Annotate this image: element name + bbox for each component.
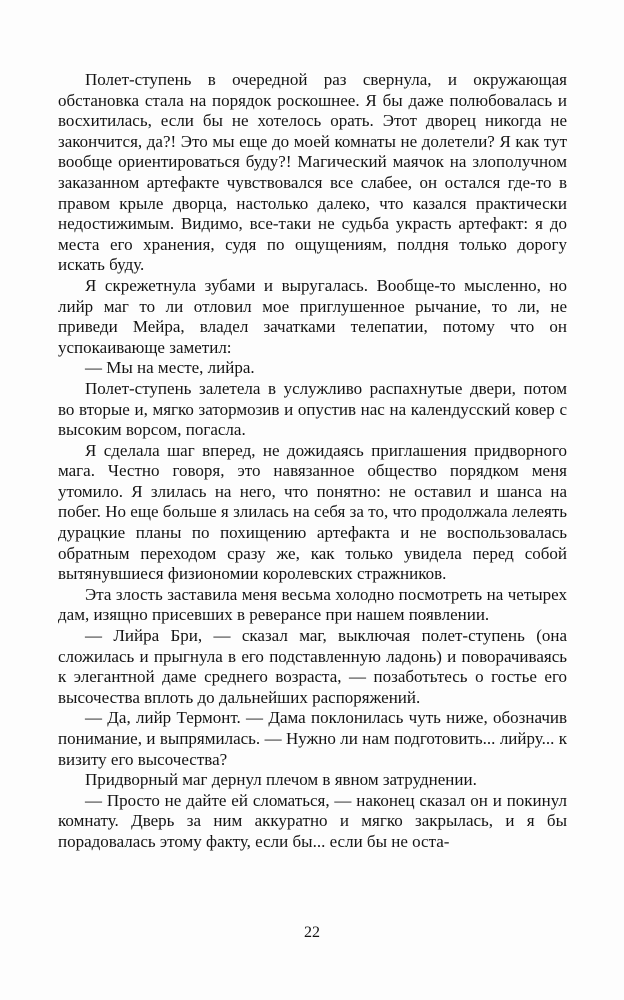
paragraph: Полет-ступень в очередной раз свернула, и окружающая обстановка стала на порядок роскошнее. Я бы даже полюбовалась и восхитилась, если бы не хотелось орать. Этот дворец никогда не закончится, да?! Это мы еще до моей комнаты не долетели? Я как тут вообще ориентироваться буду?! Магический маячок на злополучном заказанном артефакте чувствовался все слабее, он остался где-то в правом крыле дворца, настолько далеко, что казался практически недостижимым. Видимо, все-таки не судьба украсть артефакт: я до места его хранения, судя по ощущениям, полдня только дорогу искать буду. <box>58 70 567 275</box>
paragraph: Эта злость заставила меня весьма холодно посмотреть на четырех дам, изящно присевших в реверансе при нашем появлении. <box>58 584 567 625</box>
paragraph: Полет-ступень залетела в услужливо распахнутые двери, потом во вторые и, мягко затормозив и опустив нас на календусский ковер с высоким ворсом, погасла. <box>58 378 567 440</box>
paragraph-dialogue: — Да, лийр Термонт. — Дама поклонилась чуть ниже, обозначив понимание, и выпрямилась. — Нужно ли нам подготовить... лийру... к визиту его высочества? <box>58 708 567 769</box>
text-block <box>58 70 567 853</box>
paragraph-dialogue: — Просто не дайте ей сломаться, — наконец сказал он и покинул комнату. Дверь за ним аккуратно и мягко закрылась, и я бы порадовалась этому факту, если бы... если бы не оста- <box>58 790 567 851</box>
paragraph-dialogue: — Лийра Бри, — сказал маг, выключая полет-ступень (она сложилась и прыгнула в его подставленную ладонь) и поворачиваясь к элегантной даме среднего возраста, — позаботьтесь о гостье его высочества вплоть до дальнейших распоряжений. <box>58 626 567 707</box>
paragraph-dialogue: — Мы на месте, лийра. <box>85 358 255 378</box>
paragraph: Я скрежетнула зубами и выругалась. Вообще-то мысленно, но лийр маг то ли отловил мое приглушенное рычание, то ли, не приведи Мейра, владел зачатками телепатии, потому что он успокаивающе заметил: <box>58 275 567 357</box>
paragraph: Я сделала шаг вперед, не дожидаясь приглашения придворного мага. Честно говоря, это навязанное общество порядком меня утомило. Я злилась на него, что понятно: не оставил и шанса на побег. Но еще больше я злилась на себя за то, что продолжала лелеять дурацкие планы по похищению артефакта и не воспользовалась обратным переходом сразу же, как только увидела перед собой вытянувшиеся физиономии королевских стражников. <box>58 440 567 584</box>
page-number: 22 <box>304 924 320 941</box>
paragraph: Придворный маг дернул плечом в явном затруднении. <box>85 770 477 790</box>
